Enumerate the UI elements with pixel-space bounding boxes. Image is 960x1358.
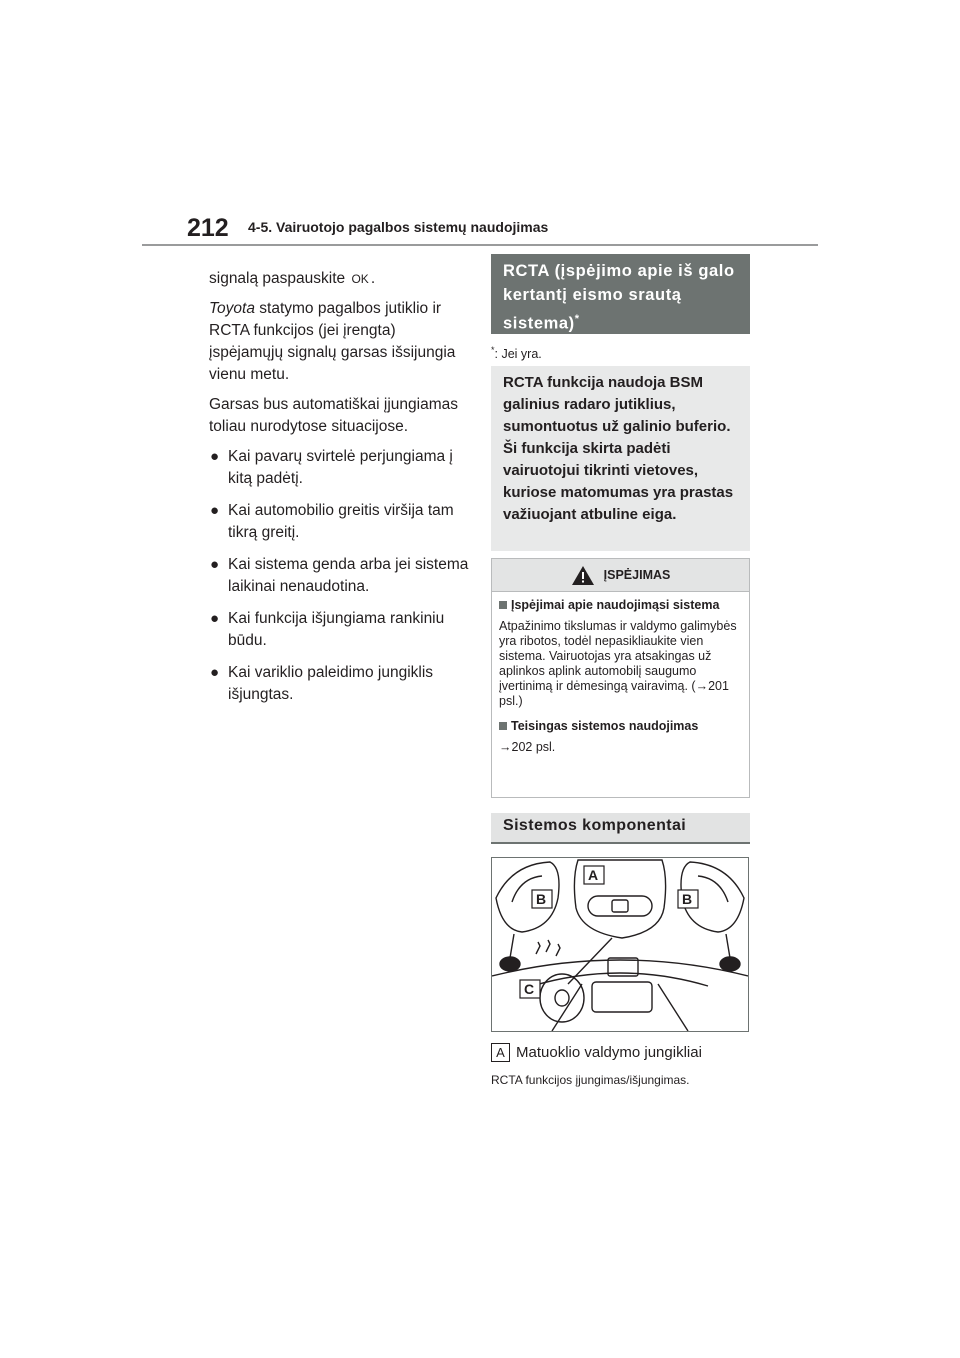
paragraph-signal [209, 268, 471, 290]
list-item [209, 662, 471, 706]
paragraph-toyota-text: statymo pagalbos jutiklio ir RCTA funkcijos (jei įrengta) įspėjamųjų signalų garsas išsijungia vienu metu. [209, 300, 456, 383]
paragraph-toyota [209, 298, 471, 386]
warning-box [491, 558, 750, 798]
list-item [209, 554, 471, 598]
paragraph-auto-on: Garsas bus automatiškai įjungiamas toliau nurodytose situacijose. [209, 396, 458, 435]
ok-button-icon: OK [351, 272, 369, 286]
square-bullet-icon [499, 722, 507, 730]
cockpit-drawing [492, 858, 748, 1031]
legend-label-box: A [491, 1043, 510, 1062]
rcta-heading-text: RCTA (įspėjimo apie iš galo kertantį eismo srautą sistema) [503, 262, 735, 333]
square-bullet-icon [499, 601, 507, 609]
footnote-text: : Jei yra. [494, 347, 542, 362]
list-item [209, 500, 471, 544]
bullet-icon: ● [210, 502, 220, 519]
list-item-text: Kai variklio paleidimo jungiklis išjungtas. [228, 664, 434, 703]
rcta-heading [491, 254, 750, 334]
rcta-intro: RCTA funkcija naudoja BSM galinius radaro jutiklius, sumontuotus už galinio buferio. Ši funkcija skirta padėti vairuotojui tikrinti vietoves, kuriose matomumas yra prastas važiuojant atbuline eiga. [491, 366, 750, 551]
bullet-icon: ● [210, 664, 220, 681]
label-b-right: B [682, 891, 693, 907]
warning-header [492, 559, 749, 592]
text-signal: signalą paspauskite [209, 270, 346, 287]
legend-text: Matuoklio valdymo jungikliai [516, 1044, 702, 1061]
warning-subheading [499, 598, 742, 613]
warning-text: Atpažinimo tikslumas ir valdymo galimybės yra ribotos, todėl nepasikliaukite vien sistema. Vairuotojas yra atsakingas už aplinkos aplink automobilį saugumo įvertinimą ir dėmesingą vairavimą. (→201 psl.) [499, 619, 737, 708]
warning-title: ĮSPĖJIMAS [603, 568, 671, 582]
text-period: . [370, 270, 376, 287]
label-c: C [524, 981, 535, 997]
warning-subheading-text: Įspėjimai apie naudojimąsi sistema [511, 598, 720, 612]
warning-page-ref: →202 psl. [499, 740, 556, 754]
list-item [209, 608, 471, 652]
list-item-text: Kai automobilio greitis viršija tam tikrą greitį. [228, 502, 454, 541]
bullet-icon: ● [210, 448, 220, 465]
legend-description: RCTA funkcijos įjungimas/išjungimas. [491, 1073, 690, 1087]
warning-subheading [499, 719, 742, 734]
footnote-mark: * [491, 345, 495, 355]
legend-item-a [491, 1043, 702, 1062]
list-item [209, 446, 471, 490]
condition-list [209, 446, 471, 706]
header-rule [142, 244, 818, 246]
warning-body [492, 592, 749, 769]
section-title: 4-5. Vairuotojo pagalbos sistemų naudojimas [248, 219, 549, 235]
warning-subheading-text: Teisingas sistemos naudojimas [511, 719, 699, 733]
list-item-text: Kai pavarų svirtelė perjungiama į kitą padėtį. [228, 448, 453, 487]
bullet-icon: ● [210, 610, 220, 627]
page-number: 212 [187, 214, 229, 242]
cockpit-illustration [491, 857, 749, 1032]
left-column [209, 268, 471, 716]
list-item-text: Kai funkcija išjungiama rankiniu būdu. [228, 610, 445, 649]
list-item-text: Kai sistema genda arba jei sistema laikinai nenaudotina. [228, 556, 469, 595]
components-heading: Sistemos komponentai [491, 813, 750, 844]
bullet-icon: ● [210, 556, 220, 573]
heading-footnote-mark: * [574, 313, 580, 325]
brand-name: Toyota [209, 300, 255, 317]
footnote [491, 345, 542, 361]
label-a: A [588, 867, 599, 883]
warning-triangle-icon [571, 565, 595, 586]
label-b-left: B [536, 891, 547, 907]
